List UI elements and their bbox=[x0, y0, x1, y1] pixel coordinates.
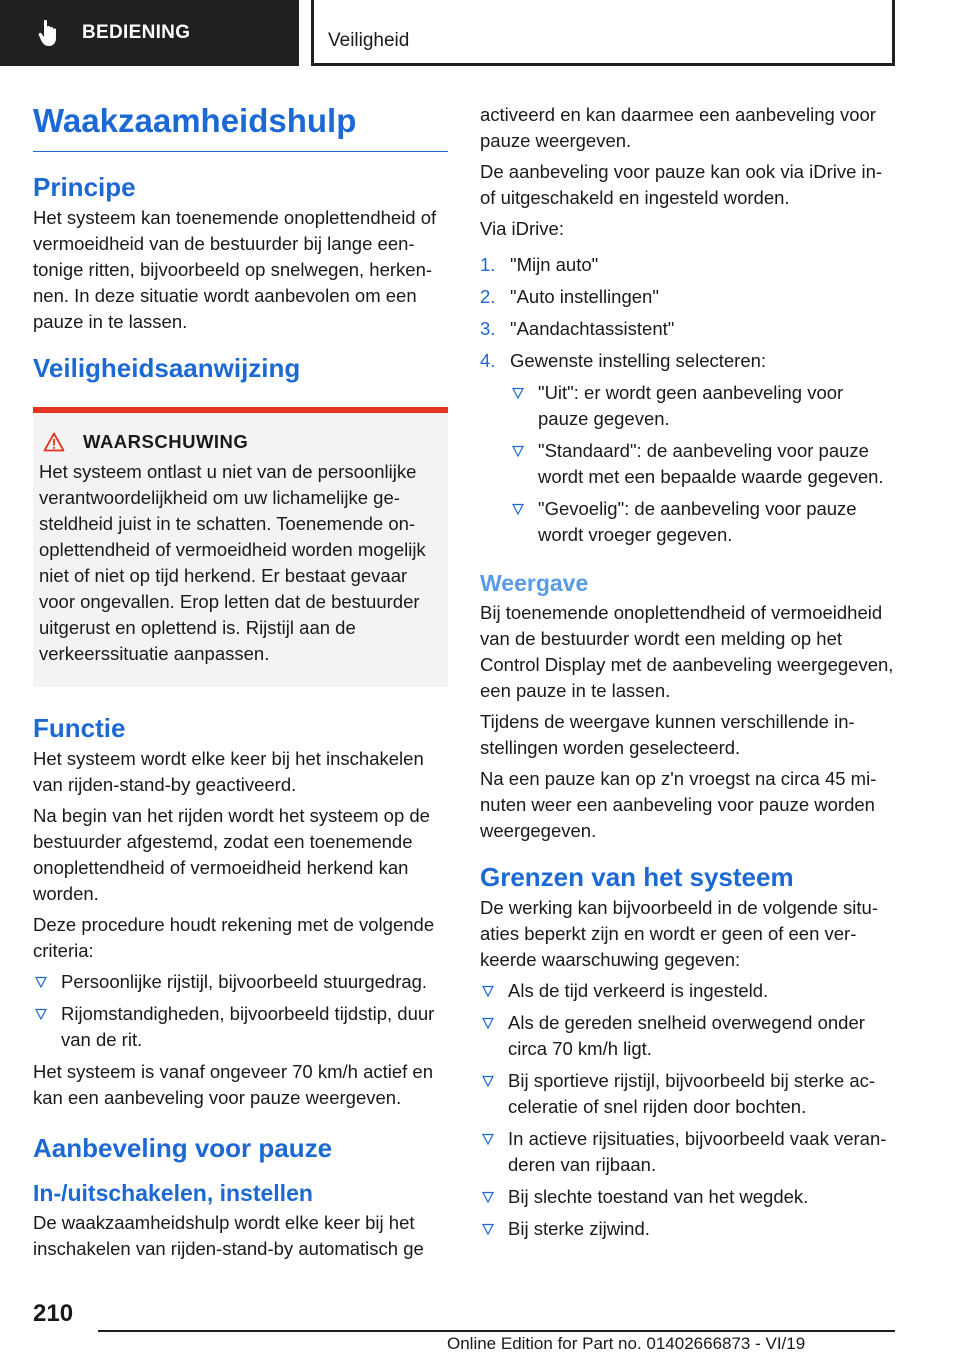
page-number: 210 bbox=[33, 1300, 74, 1327]
triangle-bullet-icon bbox=[35, 1008, 47, 1020]
list-item: In actieve rijsituaties, bijvoorbeeld vaak veranderen van rijbaan. bbox=[480, 1126, 896, 1178]
list-item: Persoonlijke rijstijl, bijvoorbeeld stuurgedrag. bbox=[33, 969, 448, 995]
inuit-text: De waakzaamheidshulp wordt elke keer bij het inschakelen van rijden-stand-by automatisch ge bbox=[33, 1211, 424, 1259]
triangle-bullet-icon bbox=[482, 1075, 494, 1087]
functie-text-2: Na begin van het rijden wordt het systeem op de bestuurder afgestemd, zodat een toenemende onoplettendheid of vermoeidheid herkend kan worden. bbox=[33, 804, 430, 904]
weergave-text-2: Tijdens de weergave kunnen verschillende instellingen worden geselecteerd. bbox=[480, 710, 855, 758]
list-item: 1. "Mijn auto" bbox=[480, 254, 599, 275]
triangle-bullet-icon bbox=[512, 445, 524, 457]
footer-divider bbox=[98, 1330, 895, 1332]
triangle-bullet-icon bbox=[482, 985, 494, 997]
options-list bbox=[510, 380, 896, 548]
list-item: Bij sportieve rijstijl, bijvoorbeeld bij sterke acceleratie of snel rijden door bochten. bbox=[480, 1068, 896, 1120]
heading-weergave: Weergave bbox=[480, 570, 589, 596]
weergave-text-1: Bij toenemende onoplettendheid of vermoeidheid van de bestuurder wordt een melding op het Control Display met de aanbeveling weergegeven, een pauze in te lassen. bbox=[480, 601, 894, 701]
functie-text-1: Het systeem wordt elke keer bij het inschakelen van rijden-stand-by geactiveerd. bbox=[33, 747, 424, 795]
heading-functie: Functie bbox=[33, 712, 126, 743]
triangle-bullet-icon bbox=[35, 976, 47, 988]
left-column bbox=[33, 100, 448, 1267]
functie-text-4: Het systeem is vanaf ongeveer 70 km/h actief en kan een aanbeveling voor pauze weergeven. bbox=[33, 1060, 434, 1108]
idrive-text: De aanbeveling voor pauze kan ook via iDrive in- of uitgeschakeld en ingesteld worden. bbox=[480, 161, 883, 208]
steps-list bbox=[480, 252, 896, 548]
list-item: "Standaard": de aanbeveling voor pauze wordt met een bepaalde waarde gegeven. bbox=[510, 438, 896, 490]
heading-pauze: Aanbeveling voor pauze bbox=[33, 1132, 333, 1163]
criteria-list bbox=[33, 969, 448, 1053]
warning-label: WAARSCHUWING bbox=[83, 430, 249, 452]
hand-pointer-icon bbox=[38, 18, 64, 48]
subsection-label: Veiligheid bbox=[328, 30, 410, 51]
right-column bbox=[480, 102, 896, 1248]
list-item: Als de gereden snelheid overwegend onder circa 70 km/h ligt. bbox=[480, 1010, 896, 1062]
heading-principe: Principe bbox=[33, 172, 136, 203]
section-label: BEDIENING bbox=[82, 22, 191, 43]
continued-text: activeerd en kan daarmee een aanbeveling voor pauze weergeven. bbox=[480, 104, 876, 151]
subsection-tab bbox=[311, 0, 895, 66]
triangle-bullet-icon bbox=[512, 387, 524, 399]
triangle-bullet-icon bbox=[482, 1133, 494, 1145]
list-item: "Gevoelig": de aanbeveling voor pauze wordt vroeger gegeven. bbox=[510, 496, 896, 548]
list-item: Rijomstandigheden, bijvoorbeeld tijdstip, duur van de rit. bbox=[33, 1001, 448, 1053]
triangle-bullet-icon bbox=[482, 1191, 494, 1203]
weergave-text-3: Na een pauze kan op z'n vroegst na circa 45 minuten weer een aanbeveling voor pauze worden weergegeven. bbox=[480, 767, 877, 841]
list-item: 2. "Auto instellingen" bbox=[480, 286, 659, 307]
list-item: Als de tijd verkeerd is ingesteld. bbox=[480, 978, 896, 1004]
via-idrive: Via iDrive: bbox=[480, 218, 564, 239]
warning-title bbox=[39, 431, 440, 453]
list-item: 4. Gewenste instelling selecteren: "Uit": er wordt geen aanbeveling voor pauze gegeven. "Standaard": de aanbeveling voor pauze wordt met een bepaalde waarde gegeven. "Gevoelig": de aanbeveling voor pauze wordt vroeger gegeven. bbox=[480, 348, 896, 548]
limits-list bbox=[480, 978, 896, 1242]
heading-inuit: In-/uitschakelen, instellen bbox=[33, 1180, 313, 1206]
triangle-bullet-icon bbox=[512, 503, 524, 515]
grenzen-text: De werking kan bijvoorbeeld in de volgende situaties beperkt zijn en wordt er geen of een verkeerde waarschuwing gegeven: bbox=[480, 896, 878, 970]
principe-text: Het systeem kan toenemende onoplettendheid of vermoeidheid van de bestuurder bij lange eentonige ritten, bijvoorbeeld op snelwegen, herkennen. In deze situatie wordt aanbevolen om een pauze in te lassen. bbox=[33, 207, 437, 333]
warning-box bbox=[33, 407, 448, 687]
edition-text: Online Edition for Part no. 01402666873 - VI/19 bbox=[447, 1334, 806, 1353]
list-item: Bij sterke zijwind. bbox=[480, 1216, 896, 1242]
triangle-bullet-icon bbox=[482, 1017, 494, 1029]
heading-safety: Veiligheidsaanwijzing bbox=[33, 353, 301, 384]
list-item: Bij slechte toestand van het wegdek. bbox=[480, 1184, 896, 1210]
list-item: "Uit": er wordt geen aanbeveling voor pauze gegeven. bbox=[510, 380, 896, 432]
functie-text-3: Deze procedure houdt rekening met de volgende criteria: bbox=[33, 913, 435, 961]
heading-grenzen: Grenzen van het systeem bbox=[480, 861, 794, 892]
warning-text: Het systeem ontlast u niet van de persoonlijke verantwoordelijkheid om uw lichamelijke gesteldheid juist in te schatten. Toenemende onoplettendheid of vermoeidheid worden mogelijk niet of niet op tijd herkend. Er bestaat gevaar voor ongevallen. Erop letten dat de bestuurder uitgerust en oplettend is. Rijstijl aan de verkeerssituatie aanpassen. bbox=[39, 460, 426, 664]
section-tab bbox=[0, 0, 299, 66]
warning-triangle-icon bbox=[43, 432, 65, 452]
triangle-bullet-icon bbox=[482, 1223, 494, 1235]
page-title: Waakzaamheidshulp bbox=[33, 100, 448, 152]
list-item: 3. "Aandachtassistent" bbox=[480, 318, 675, 339]
